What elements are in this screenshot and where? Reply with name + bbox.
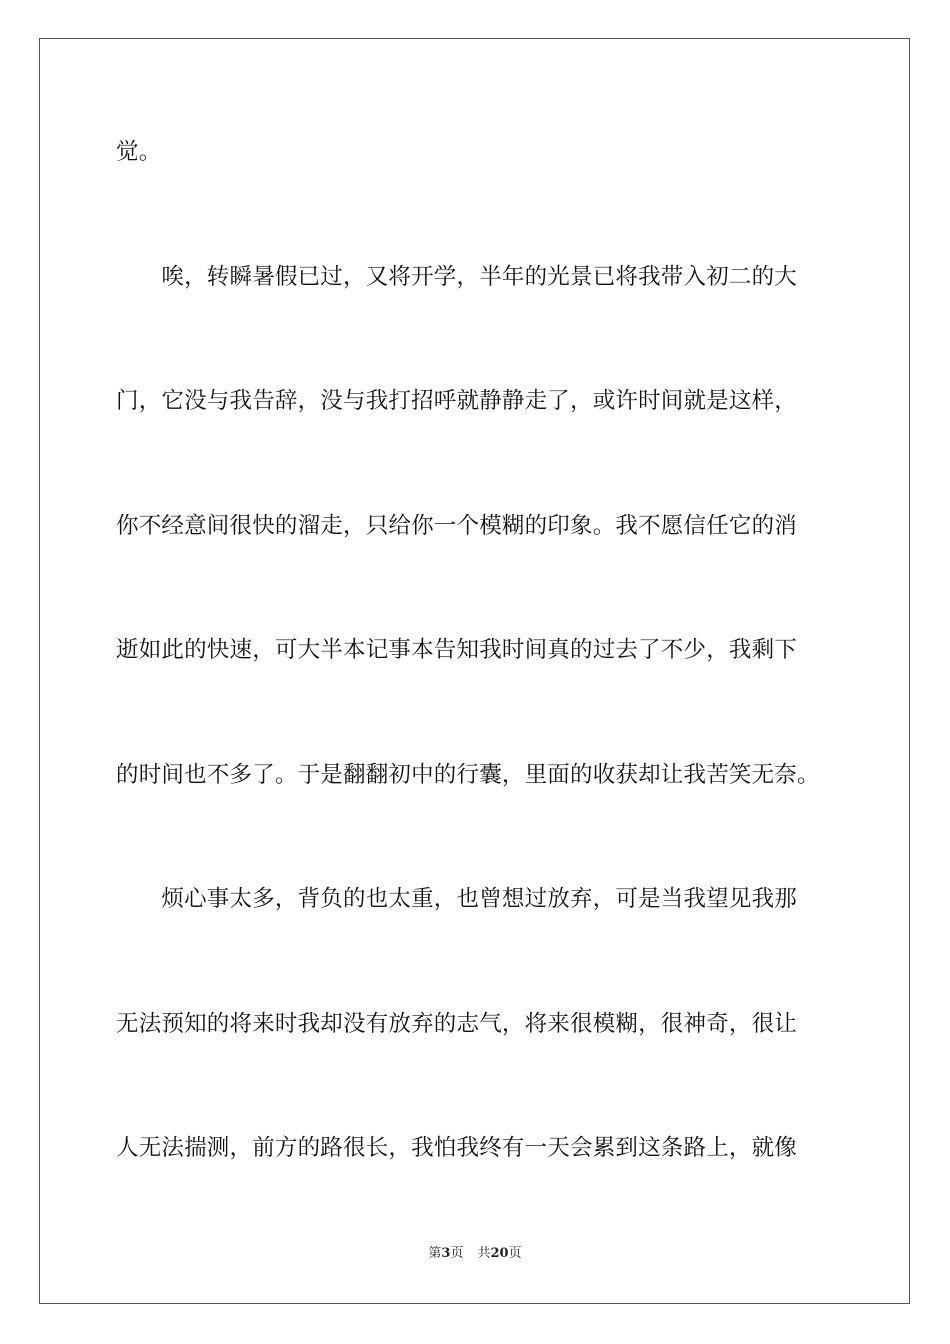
body-text-line: 无法预知的将来时我却没有放弃的志气，将来很模糊，很神奇，很让 [116, 1011, 798, 1037]
body-text-line: 你不经意间很快的溜走，只给你一个模糊的印象。我不愿信任它的消 [116, 513, 798, 539]
body-text-line: 门，它没与我告辞，没与我打招呼就静静走了，或许时间就是这样， [116, 388, 798, 414]
body-text-line: 逝如此的快速，可大半本记事本告知我时间真的过去了不少，我剩下 [116, 637, 798, 663]
body-text-line: 烦心事太多，背负的也太重，也曾想过放弃，可是当我望见我那 [116, 886, 798, 912]
page-number: 3 [441, 1246, 451, 1261]
page-total: 20 [490, 1246, 509, 1261]
page-suffix: 页 [450, 1246, 464, 1261]
page-footer [0, 1245, 950, 1263]
page-prefix: 第 [428, 1246, 442, 1261]
body-text-line: 的时间也不多了。于是翻翻初中的行囊，里面的收获却让我苦笑无奈。 [116, 762, 820, 788]
body-text-line: 人无法揣测，前方的路很长，我怕我终有一天会累到这条路上，就像 [116, 1135, 798, 1161]
body-text-line: 觉。 [116, 139, 162, 165]
body-text-line: 唉，转瞬暑假已过，又将开学，半年的光景已将我带入初二的大 [116, 264, 798, 290]
total-prefix: 共 [477, 1246, 491, 1261]
total-suffix: 页 [508, 1246, 522, 1261]
page-border [39, 38, 910, 1304]
